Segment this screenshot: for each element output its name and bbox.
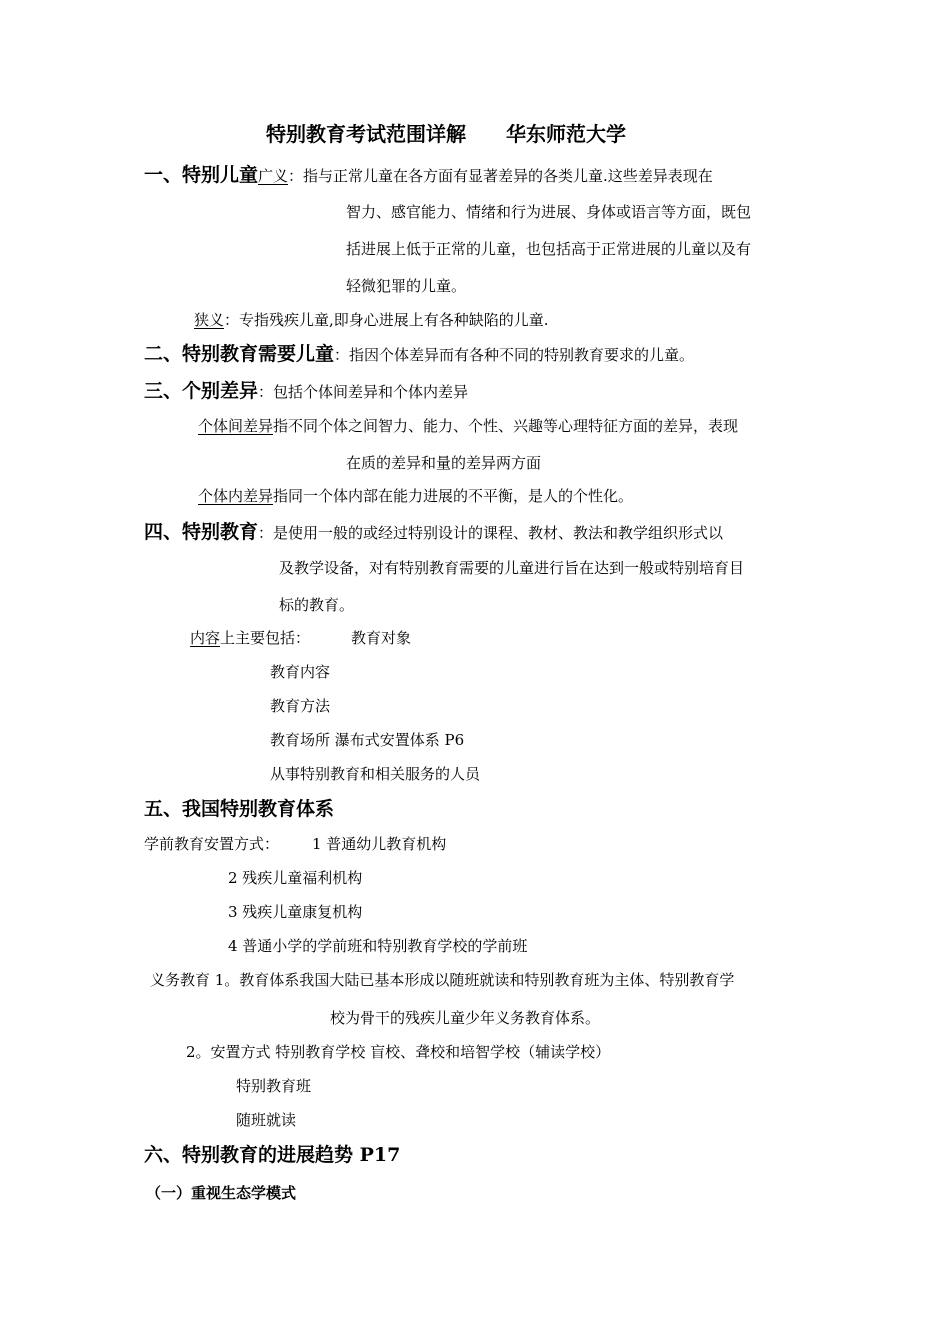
section-6-heading: 六、特别教育的进展趋势 P17 — [144, 1144, 401, 1166]
intra-difference-label: 个体内差异 — [198, 487, 274, 505]
inter-difference-text-1: 指不同个体之间智力、能力、个性、兴趣等心理特征方面的差异，表现 — [273, 417, 739, 435]
content-item: 教育对象 — [351, 629, 412, 647]
section-4-text-2: 及教学设备，对有特别教育需要的儿童进行旨在达到一般或特别培育目 — [279, 559, 745, 577]
section-3-heading: 三、个别差异 — [144, 380, 259, 402]
preschool-label: 学前教育安置方式： — [144, 835, 280, 853]
section-6-subheading: （一）重视生态学模式 — [146, 1184, 297, 1202]
section-4-text-1: ：是使用一般的或经过特别设计的课程、教材、教法和教学组织形式以 — [258, 524, 724, 542]
content-item: 教育场所 瀑布式安置体系 P6 — [270, 731, 465, 749]
placement-item: 特别教育班 — [236, 1077, 312, 1095]
placement-item: 随班就读 — [236, 1111, 297, 1129]
narrow-definition-line — [194, 310, 549, 330]
content-label: 内容 — [190, 629, 221, 647]
inter-difference-line — [198, 416, 738, 436]
broad-definition-text-1: ：指与正常儿童在各方面有显著差异的各类儿童.这些差异表现在 — [288, 167, 713, 185]
section-3-text: ：包括个体间差异和个体内差异 — [258, 383, 469, 401]
broad-definition-text-3: 括进展上低于正常的儿童，也包括高于正常进展的儿童以及有 — [346, 240, 752, 258]
content-item: 从事特别教育和相关服务的人员 — [270, 765, 481, 783]
compulsory-text-2: 校为骨干的残疾儿童少年义务教育体系。 — [330, 1009, 601, 1027]
inter-difference-text-2: 在质的差异和量的差异两方面 — [346, 454, 542, 472]
narrow-definition-text: ：专指残疾儿童,即身心进展上有各种缺陷的儿童. — [224, 311, 549, 329]
intra-difference-text: 指同一个体内部在能力进展的不平衡，是人的个性化。 — [273, 487, 634, 505]
section-4-text-3: 标的教育。 — [279, 596, 355, 614]
preschool-item: 1 普通幼儿教育机构 — [312, 835, 447, 853]
preschool-item: 2 残疾儿童福利机构 — [228, 869, 363, 887]
broad-definition-label: 广义 — [258, 167, 289, 185]
intra-difference-line — [198, 486, 633, 506]
broad-definition-text-4: 轻微犯罪的儿童。 — [346, 277, 467, 295]
narrow-definition-label: 狭义 — [194, 311, 225, 329]
content-item: 教育方法 — [270, 697, 331, 715]
preschool-item: 3 残疾儿童康复机构 — [228, 903, 363, 921]
section-2-line — [144, 342, 694, 367]
content-text: 上主要包括： — [220, 629, 311, 647]
content-item: 教育内容 — [270, 663, 331, 681]
section-2-heading: 二、特别教育需要儿童 — [144, 343, 335, 365]
section-3-line — [144, 379, 468, 404]
compulsory-text-1: 义务教育 1。教育体系我国大陆已基本形成以随班就读和特别教育班为主体、特别教育学 — [150, 971, 735, 989]
content-line — [190, 628, 310, 648]
preschool-item: 4 普通小学的学前班和特别教育学校的学前班 — [228, 937, 528, 955]
section-5-heading: 五、我国特别教育体系 — [144, 798, 335, 820]
broad-definition-text-2: 智力、感官能力、情绪和行为进展、身体或语言等方面，既包 — [346, 203, 752, 221]
inter-difference-label: 个体间差异 — [198, 417, 274, 435]
section-2-text: ：指因个体差异而有各种不同的特别教育要求的儿童。 — [334, 346, 695, 364]
section-1-heading: 一、特别儿童 — [144, 164, 259, 186]
section-4-heading: 四、特别教育 — [144, 521, 259, 543]
section-1-line — [144, 163, 713, 188]
page-title: 特别教育考试范围详解 华东师范大学 — [266, 122, 626, 146]
placement-line: 2。安置方式 特别教育学校 盲校、聋校和培智学校（辅读学校） — [186, 1043, 611, 1061]
section-4-line — [144, 520, 723, 545]
